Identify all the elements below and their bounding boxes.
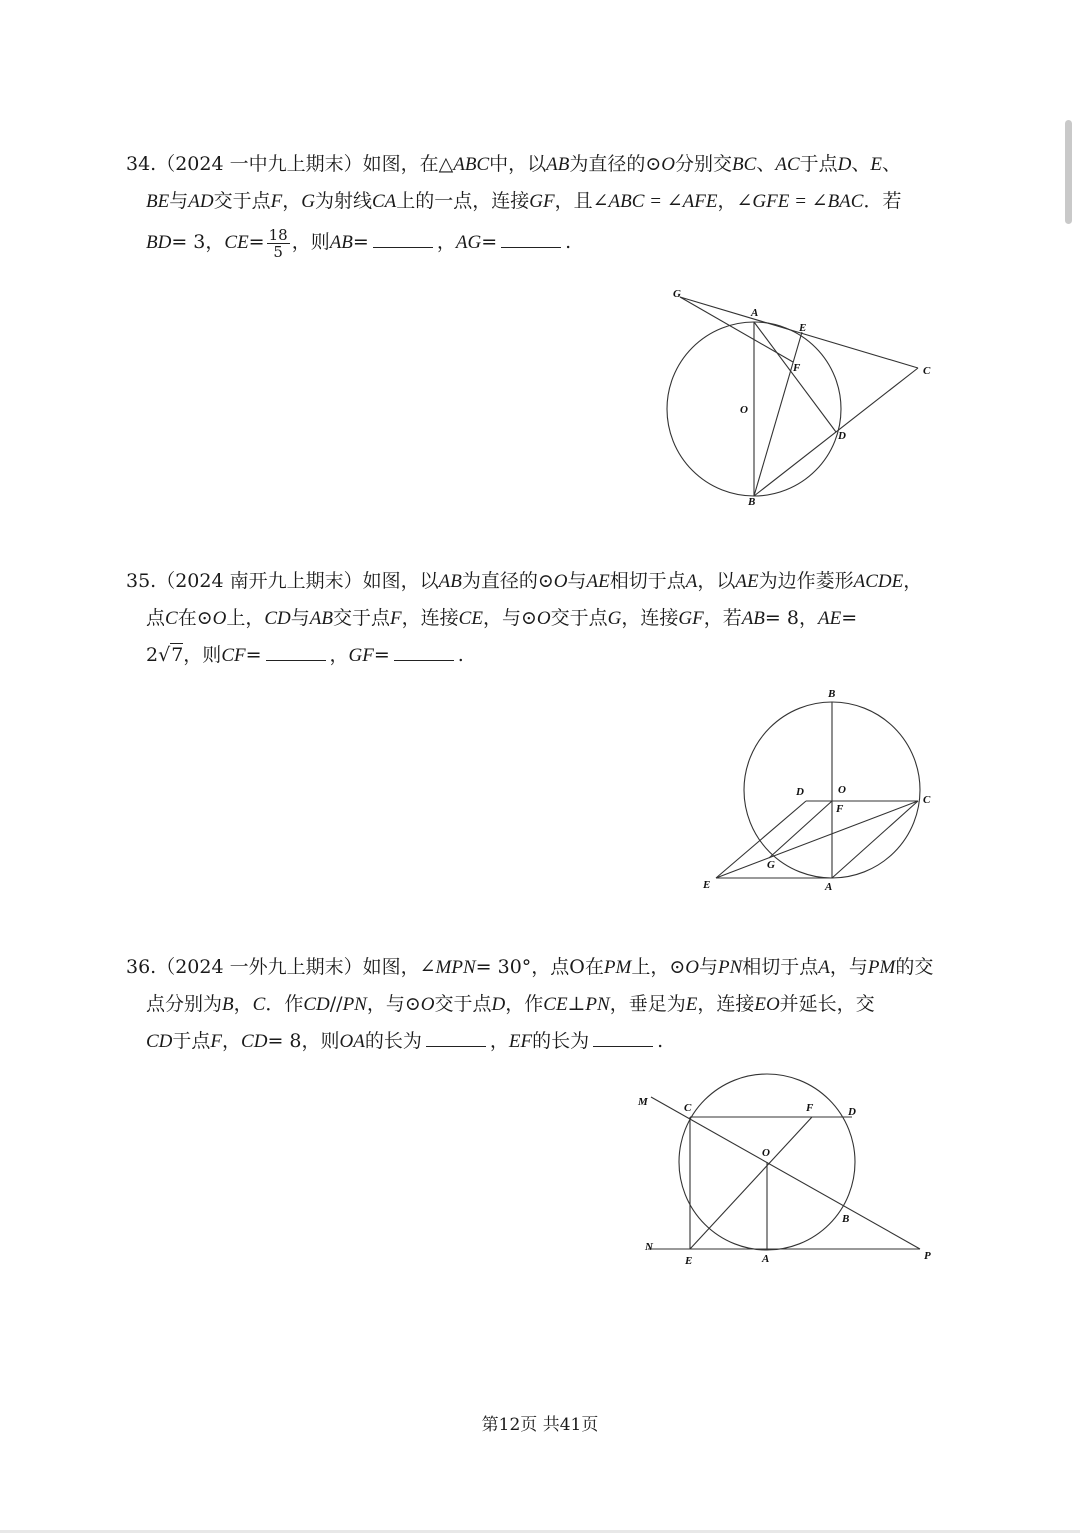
problem-35-line-3: 2√7，则CF= ，GF= . (146, 644, 464, 666)
label-f-35: F (836, 803, 844, 815)
label-d-35: D (796, 786, 804, 798)
label-n-36: N (645, 1241, 653, 1253)
fraction-18-5: $\frac{18}{5}$ (268, 225, 288, 261)
line-pm (651, 1097, 920, 1249)
problem-36-line-2: 点分别为B，C．作CD//PN，与⊙O交于点D，作CE⊥PN，垂足为E，连接EO并延长，交 (146, 993, 875, 1015)
label-c-35: C (923, 794, 931, 806)
label-a-34: A (751, 307, 759, 319)
label-e-36: E (685, 1255, 693, 1267)
label-e-34: E (799, 322, 807, 334)
label-c-34: C (923, 365, 931, 377)
problem-35-line-2: 点C在⊙O上，CD与AB交于点F，连接CE，与⊙O交于点G，连接GF，若AB= 8，AE= (146, 607, 858, 629)
label-g-35: G (767, 859, 775, 871)
label-o-34: O (740, 404, 748, 416)
label-o-36: O (762, 1147, 770, 1159)
label-b-35: B (828, 688, 836, 700)
label-a-35: A (825, 881, 833, 893)
problem-36-line-3: CD于点F，CD= 8，则OA的长为 ，EF的长为 . (146, 1030, 664, 1052)
label-e-35: E (703, 879, 711, 891)
problem-36-line-1: 36.（2024 一外九上期末）如图，∠MPN= 30°，点O在PM上，⊙O与PN相切于点A，与PM的交 (126, 956, 934, 978)
segment-ef (690, 1117, 812, 1249)
problem-34-line-3: BD= 3，CE= $\frac{18}{5}$ ，则AB= ，AG= . (146, 225, 572, 261)
label-b-34: B (748, 496, 756, 508)
label-o-35: O (838, 784, 846, 796)
label-d-36: D (848, 1106, 856, 1118)
label-a-36: A (762, 1253, 770, 1265)
label-c-36: C (684, 1102, 692, 1114)
label-d-34: D (838, 430, 846, 442)
page-footer: 第12页 共41页 (481, 1415, 599, 1435)
problem-35-line-1: 35.（2024 南开九上期末）如图，以AB为直径的⊙O与AE相切于点A，以AE为边作菱形ACDE， (126, 570, 923, 592)
label-f-34: F (793, 362, 801, 374)
label-m-36: M (638, 1096, 648, 1108)
problem-34-line-2: BE与AD交于点F，G为射线CA上的一点，连接GF，且∠ABC = ∠AFE，∠GFE = ∠BAC．若 (146, 190, 902, 212)
label-g-34: G (673, 288, 681, 300)
problem-34-line-1: 34.（2024 一中九上期末）如图，在△ABC中，以AB为直径的⊙O分别交BC、AC于点D、E、 (126, 153, 902, 175)
label-f-36: F (806, 1102, 814, 1114)
label-b-36: B (842, 1213, 850, 1225)
label-p-36: P (924, 1250, 931, 1262)
